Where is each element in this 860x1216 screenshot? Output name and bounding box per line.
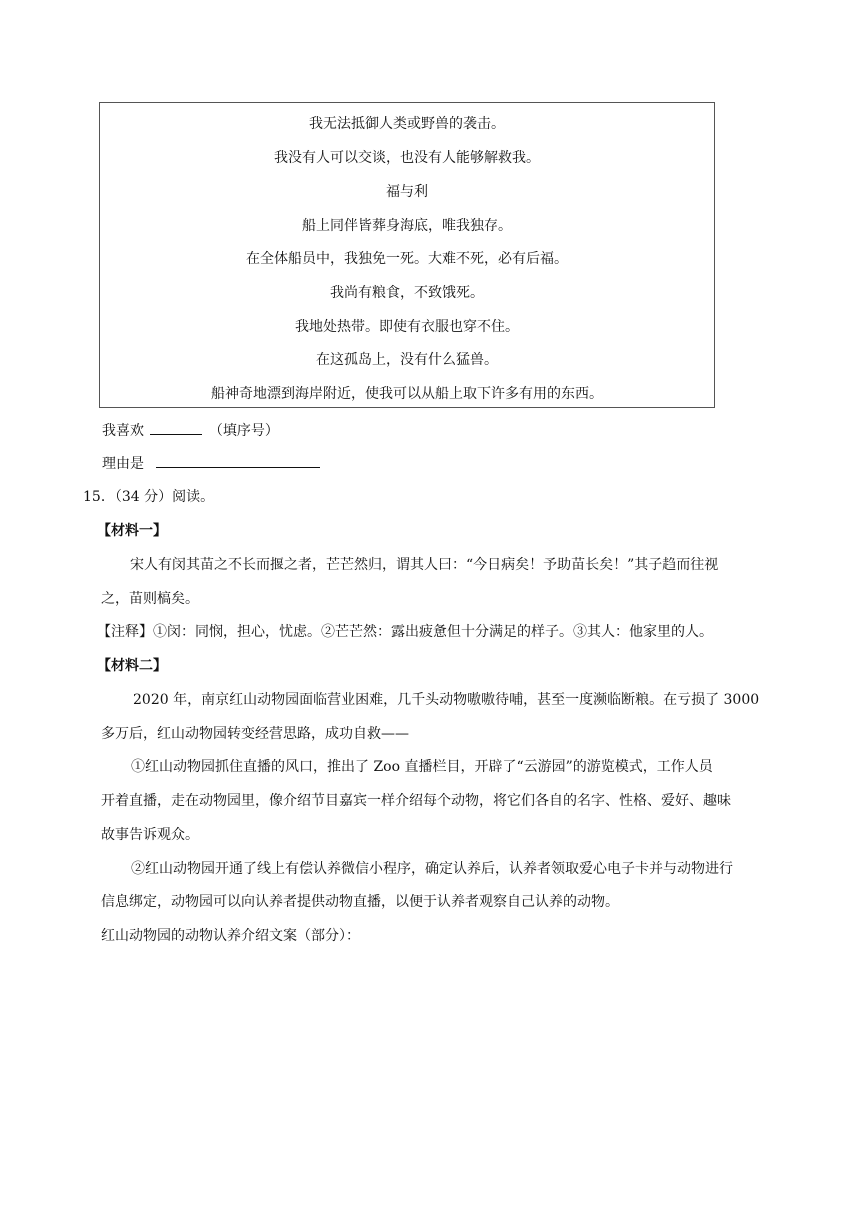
- box-line: 在全体船员中，我独免一死。大难不死，必有后福。: [246, 251, 568, 267]
- question-15-header: 15．（34 分）阅读。: [83, 489, 215, 505]
- like-prefix: 我喜欢: [102, 423, 144, 439]
- box-line: 船神奇地漂到海岸附近，使我可以从船上取下许多有用的东西。: [211, 386, 603, 402]
- box-line: 船上同伴皆葬身海底，唯我独存。: [302, 218, 512, 234]
- like-suffix: （填序号）: [208, 423, 279, 439]
- like-answer-blank[interactable]: [150, 420, 202, 435]
- text-box: [99, 102, 715, 408]
- material1-text: 宋人有闵其苗之不长而揠之者，芒芒然归，谓其人曰：“今日病矣！予助苗长矣！”其子趋而往视: [130, 557, 719, 573]
- material1-title: 【材料一】: [97, 523, 167, 539]
- material2-paragraph: 故事告诉观众。: [101, 827, 199, 843]
- material2-paragraph: ①红山动物园抓住直播的风口，推出了 Zoo 直播栏目，开辟了“云游园”的游览模式，工作人员: [131, 759, 713, 775]
- box-line: 在这孤岛上，没有什么猛兽。: [316, 352, 498, 368]
- note-text: 【注释】①闵：同悯，担心，忧虑。②芒芒然：露出疲惫但十分满足的样子。③其人：他家里的人。: [97, 624, 713, 640]
- material2-title: 【材料二】: [97, 658, 167, 674]
- like-answer-line: [102, 420, 279, 441]
- material2-paragraph: 信息绑定，动物园可以向认养者提供动物直播，以便于认养者观察自己认养的动物。: [101, 894, 619, 910]
- material1-text: 之，苗则槁矣。: [101, 591, 199, 607]
- reason-prefix: 理由是: [102, 456, 144, 472]
- box-line: 我无法抵御人类或野兽的袭击。: [309, 116, 505, 132]
- reason-answer-line: [102, 453, 320, 474]
- material2-paragraph: 2020 年，南京红山动物园面临营业困难，几千头动物嗷嗷待哺，甚至一度濒临断粮。在亏损了 3000: [133, 692, 760, 708]
- box-line: 我地处热带。即使有衣服也穿不住。: [295, 319, 519, 335]
- box-heading: 福与利: [386, 184, 428, 200]
- material2-paragraph: 开着直播，走在动物园里，像介绍节目嘉宾一样介绍每个动物，将它们各自的名字、性格、爱好、趣味: [101, 793, 731, 809]
- reason-answer-blank[interactable]: [156, 453, 320, 468]
- box-line: 我没有人可以交谈，也没有人能够解救我。: [274, 150, 540, 166]
- material2-paragraph: 多万后，红山动物园转变经营思路，成功自救——: [101, 726, 409, 742]
- box-line: 我尚有粮食，不致饿死。: [330, 285, 484, 301]
- material2-paragraph: ②红山动物园开通了线上有偿认养微信小程序，确定认养后，认养者领取爱心电子卡并与动物进行: [131, 861, 733, 877]
- material2-paragraph: 红山动物园的动物认养介绍文案（部分）：: [101, 928, 360, 944]
